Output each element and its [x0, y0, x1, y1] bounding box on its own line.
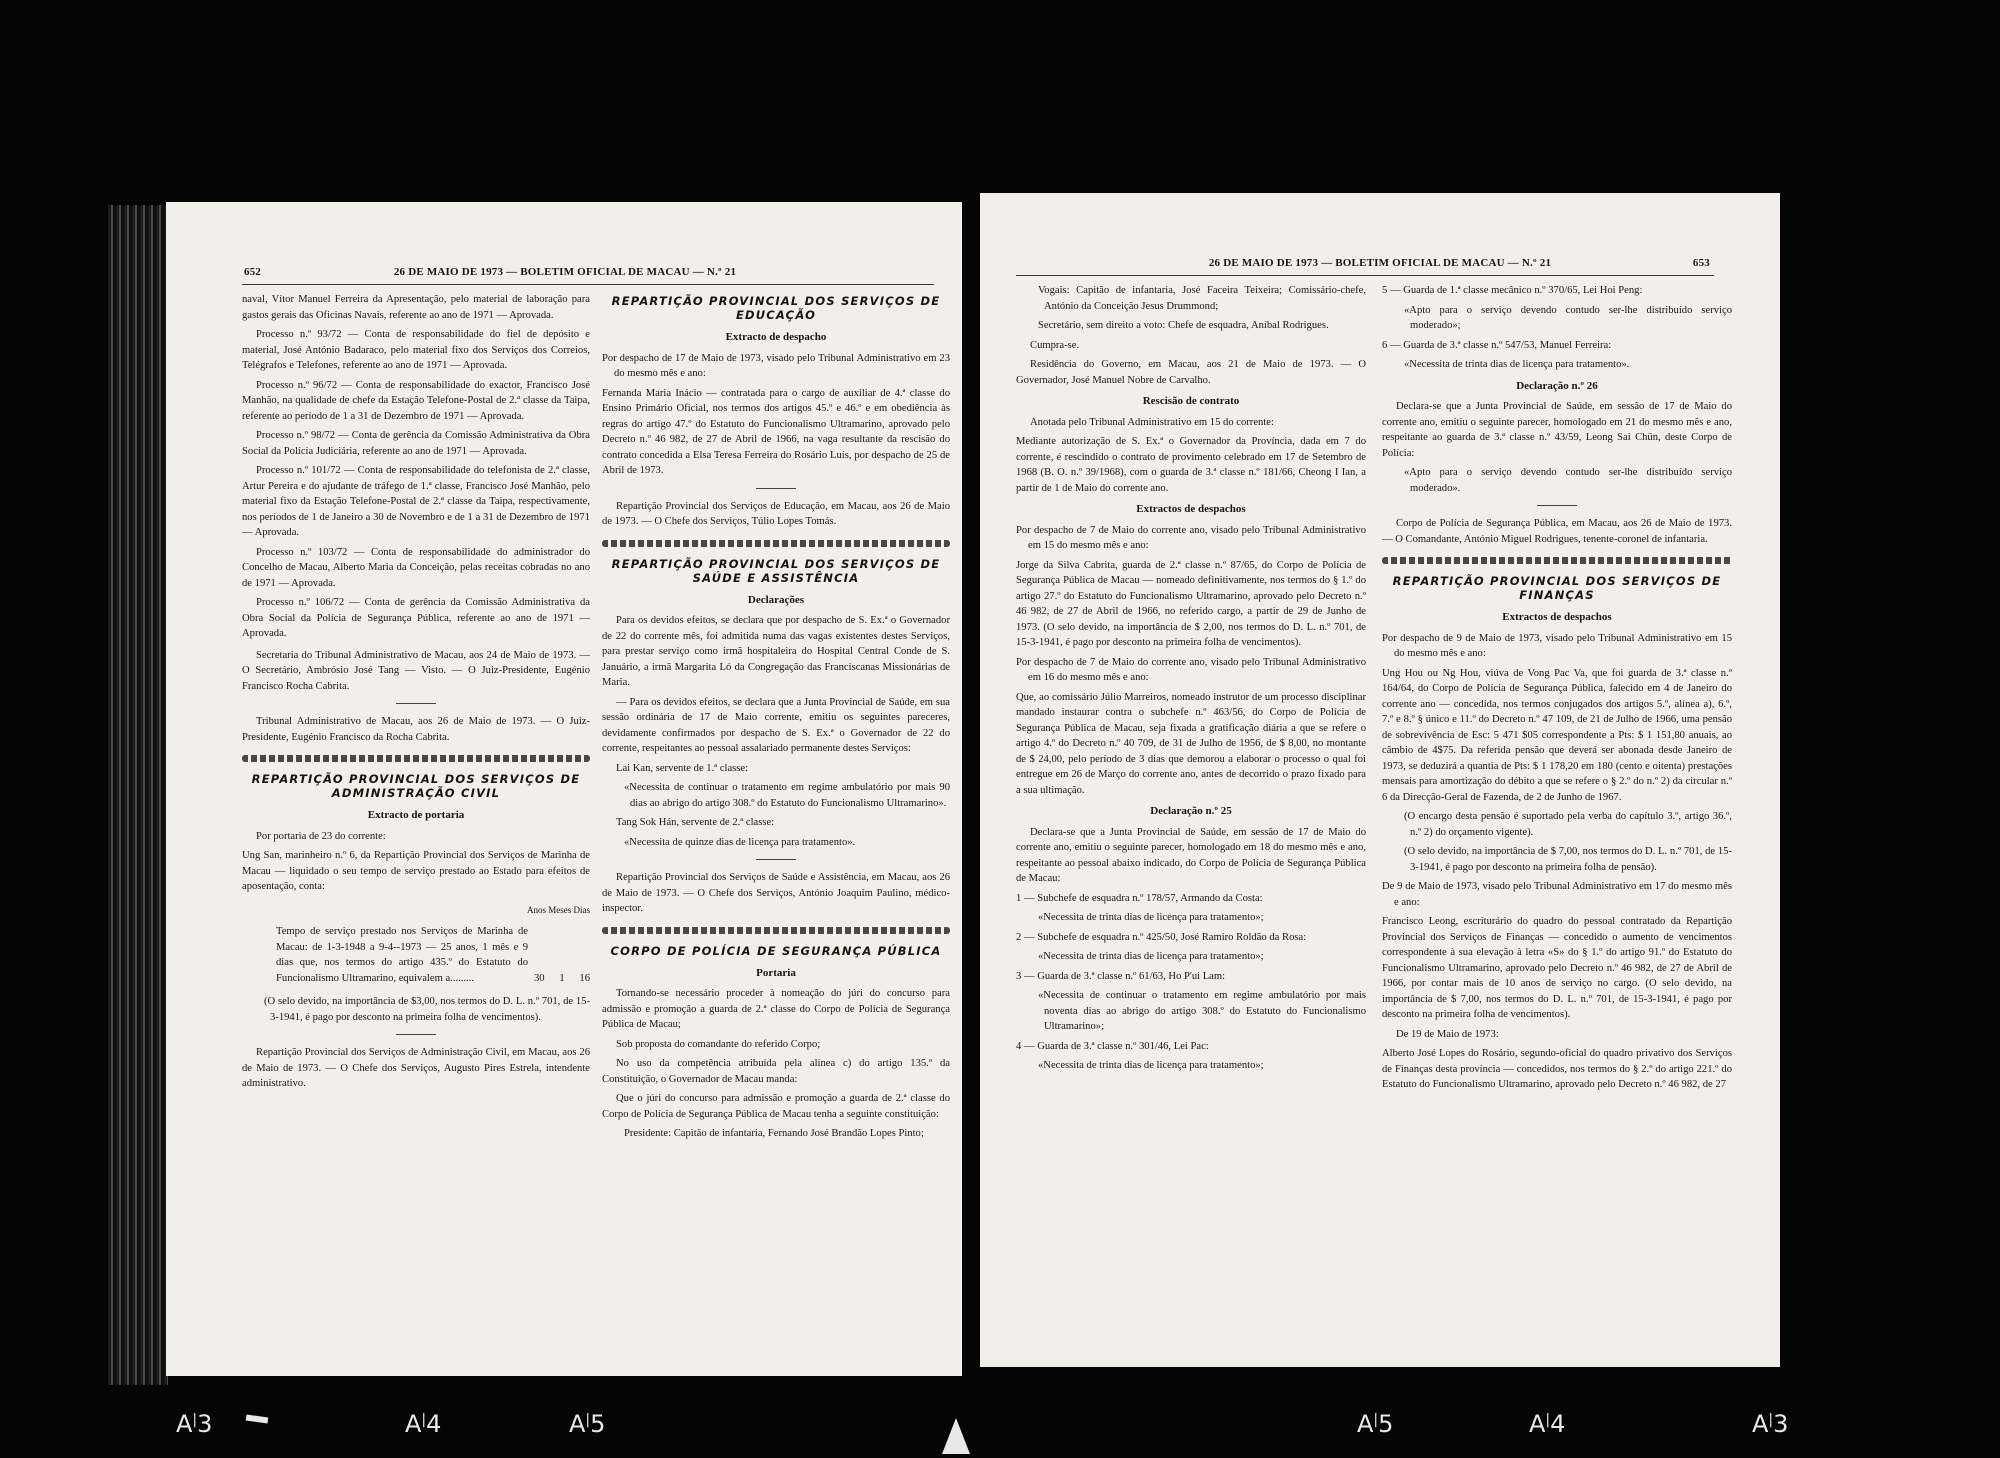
paragraph: Anotada pelo Tribunal Administrativo em 15 do corrente:	[1030, 416, 1274, 428]
paragraph: De 9 de Maio de 1973, visado pelo Tribunal Administrativo em 17 do mesmo mês e ano:	[1382, 881, 1732, 908]
paragraph: No uso da competência atribuída pela alínea c) do artigo 135.º da Constituição, o Governador de Macau manda:	[602, 1058, 950, 1085]
paragraph: Declara-se que a Junta Provincial de Saúde, em sessão de 17 de Maio do corrente ano, emitiu o seguinte parecer, homologado em 21 do mesmo mês e ano, respeitante ao guarda de 3.ª classe n.º 43/59, Leong Sai Chün, deste Corpo de Polícia:	[1382, 401, 1732, 459]
section-divider	[602, 540, 950, 547]
list-item: 5 — Guarda de 1.ª classe mecânico n.º 370/65, Lei Hoi Peng:	[1382, 285, 1643, 296]
paragraph: Processo n.º 93/72 — Conta de responsabilidade do fiel de depósito e material, José António Badaraco, pelo material fixo dos Serviços dos Correios, Telégrafos e Telefones, referente ao ano de 1971 — Aprovada.	[242, 329, 590, 371]
heading: Rescisão de contrato	[1142, 395, 1240, 407]
stamp-duty-note: (O selo devido, na importância de $3,00, nos termos do D. L. n.º 701, de 15-3-1941, é pago por desconto na primeira folha de vencimentos).	[264, 996, 590, 1023]
signature-paragraph: Tribunal Administrativo de Macau, aos 26 de Maio de 1973. — O Juiz-Presidente, Eugénio Francisco da Rocha Cabrita.	[242, 716, 590, 743]
heading: Extractos de despachos	[1136, 503, 1246, 515]
right-column-1	[1016, 283, 1366, 1078]
paragraph: Fernanda Maria Inácio — contratada para o cargo de auxiliar de 4.ª classe do Ensino Primário Oficial, nos termos dos artigos 45.º e 46.º e em obediência às regras do artigo 47.º do Estatuto do Funcionalismo Ultramarino, aprovado pelo Decreto n.º 46 982, de 27 de Abril de 1966, na vaga resultante da rescisão do contrato concedida a Elsa Teresa Ferreira do Rosário Luís, por despacho de 25 de Abril de 1973.	[602, 387, 950, 476]
heading: Declaração n.º 26	[1516, 379, 1598, 392]
short-rule	[756, 488, 796, 489]
jury-secretary: Secretário, sem direito a voto: Chefe de esquadra, Aníbal Rodrigues.	[1038, 320, 1329, 331]
paragraph: Ung Hou ou Ng Hou, viúva de Vong Pac Va, que foi guarda de 3.ª classe n.º 164/64, do Corpo de Polícia de Segurança Pública, falecido em 4 de Janeiro do corrente ano — concedida, nos termos conjugados dos artigos 5.º, alínea a), 6.º, 7.º e 8.º § único e 11.º do Decreto n.º 47 109, de 21 de Julho de 1966, uma pensão de sobrevivência de Esc: 5 471 $05 correspondente a Pts: $ 1 151,80 anuais, ao câmbio de 4$75. Da referida pensão que deverá ser abonada desde Janeiro de 1973, se deduzirá a quantia de Pts: $ 1 178,20 em 180 (cento e oitenta) prestações mensais para amortização do débito a que se refere o § 2.º do n.º 2) da circular n.º 6 da Direcção-Geral de Fazenda, de 2 de Junho de 1967.	[1382, 667, 1732, 803]
section-title: CORPO DE POLÍCIA DE SEGURANÇA PÚBLICA	[610, 943, 942, 958]
paragraph: Processo n.º 98/72 — Conta de gerência da Comissão Administrativa da Obra Social da Polícia Judiciária, referente ao ano de 1971 — Aprovada.	[242, 430, 590, 457]
opinion-quote: «Necessita de continuar o tratamento em regime ambulatório por mais noventa dias ao abrigo do artigo 308.º do Estatuto do Funcionalismo Ultramarino»;	[1038, 990, 1366, 1032]
paragraph: Para os devidos efeitos, se declara que por despacho de S. Ex.ª o Governador de 22 do corrente mês, foi admitida numa das vagas existentes destes Serviços, para prestar serviço como irmã hospitaleira do Hospital Central Conde de S. Januário, a irmã Margarita Ló da Congregação das Franciscanas Missionárias de Maria.	[602, 615, 950, 688]
frame-marker: A|5	[1357, 1410, 1394, 1438]
list-item: 6 — Guarda de 3.ª classe n.º 547/53, Manuel Ferreira:	[1382, 339, 1612, 351]
paragraph: Processo n.º 101/72 — Conta de responsabilidade do telefonista de 2.ª classe, Artur Pereira e do ajudante de tráfego de 1.ª classe, Francisco José Manhão, pelo material fixo da Estação Telefone-Postal de 2.ª classe da Taipa, respectivamente, nos períodos de 1 de Janeiro a 30 de Novembro e de 1 a 31 de Dezembro de 1971 — Aprovada.	[242, 465, 590, 538]
service-totals	[528, 924, 590, 986]
service-table-row	[276, 924, 590, 986]
paragraph: Tang Sok Hán, servente de 2.ª classe:	[616, 817, 775, 828]
jury-members: Vogais: Capitão de infantaria, José Faceira Teixeira; Comissário-chefe, António da Conceição Jesus Drummond;	[1038, 285, 1366, 312]
service-years: 30	[534, 972, 545, 984]
opinion-quote: «Necessita de trinta dias de licença para tratamento»;	[1038, 951, 1264, 962]
left-page	[166, 202, 964, 1376]
frame-marker: A|4	[1529, 1410, 1566, 1438]
paragraph: Francisco Leong, escriturário do quadro do pessoal contratado da Repartição Provincial dos Serviços de Finanças — concedido o aumento de vencimentos correspondente à sua elevação à letra «S» do § 1.º do artigo 91.º do Estatuto do Funcionalismo Ultramarino, aprovado pelo Decreto n.º 46 982, de 27 de Abril de 1966, por contar mais de 10 anos de serviço no cargo. (O selo devido, na importância de $ 7,00, nos termos do D. L. n.º 701, de 15-3-1941, é pago por desconto na primeira folha de vencimentos).	[1382, 916, 1732, 1020]
running-head-text: 26 DE MAIO DE 1973 — BOLETIM OFICIAL DE MACAU — N.º 21	[1208, 257, 1552, 269]
page-gutter	[962, 190, 982, 1380]
paragraph: Processo n.º 106/72 — Conta de gerência da Comissão Administrativa da Obra Social da Polícia de Segurança Pública, referente ao ano de 1971 — Aprovada.	[242, 597, 590, 639]
paragraph: Processo n.º 96/72 — Conta de responsabilidade do exactor, Francisco José Manhão, na qualidade de chefe da Estação Telefone-Postal de 2.ª classe da Taipa, referente ao período de 1 a 31 de Dezembro de 1971 — Aprovada.	[242, 379, 590, 422]
paragraph: Declara-se que a Junta Provincial de Saúde, em sessão de 17 de Maio do corrente ano, emitiu o seguinte parecer, homologado em 18 do mesmo mês e ano, respeitante ao pessoal abaixo indicado, do Corpo de Polícia de Segurança Pública de Macau:	[1016, 826, 1366, 884]
paragraph: Ung San, marinheiro n.º 6, da Repartição Provincial dos Serviços de Marinha de Macau — liquidado o seu tempo de serviço prestado ao Estado para efeitos de aposentação, conta:	[242, 850, 590, 892]
section-title: REPARTIÇÃO PROVINCIAL DOS SERVIÇOS DE SAÚDE E ASSISTÊNCIA	[611, 556, 941, 585]
paragraph: Que, ao comissário Júlio Marreiros, nomeado instrutor de um processo disciplinar mandado instaurar contra o subchefe n.º 463/56, do Corpo de Polícia de Segurança Pública de Macau, seja fixada a gratificação diária a que se refere o artigo 4.º do Decreto n.º 40 709, de 31 de Julho de 1956, de $ 8,00, no montante de $ 24,00, pelo período de 3 dias que demorou a elaborar o processo o qual foi entregue em 26 de Março do corrente ano, antes de decorrido o prazo fixado para a sua ultimação.	[1016, 691, 1366, 796]
right-column-2	[1382, 283, 1732, 1097]
paragraph: Processo n.º 103/72 — Conta de responsabilidade do administrador do Concelho de Macau, Alberto Maria da Conceição, pelas receitas cobradas no ano de 1971 — Aprovada.	[242, 546, 590, 589]
right-page	[980, 193, 1780, 1367]
heading: Declarações	[747, 593, 805, 606]
signature-paragraph: Repartição Provincial dos Serviços de Saúde e Assistência, em Macau, aos 26 de Maio de 1973. — O Chefe dos Serviços, António Joaquim Paulino, médico-inspector.	[602, 872, 950, 914]
left-column-2	[602, 292, 950, 1146]
charge-note: (O encargo desta pensão é suportado pela verba do capítulo 3.º, artigo 36.º, n.º 2) do orçamento vigente).	[1404, 811, 1732, 838]
signature-paragraph: Residência do Governo, em Macau, aos 21 de Maio de 1973. — O Governador, José Manuel Nobre de Carvalho.	[1016, 359, 1366, 386]
list-item: 4 — Guarda de 3.ª classe n.º 301/46, Lei Pac:	[1016, 1040, 1209, 1052]
frame-marker: A|3	[176, 1410, 213, 1438]
service-text: Tempo de serviço prestado nos Serviços de Marinha de Macau: de 1-3-1948 a 9-4--1973 — 25 anos, 1 mês e 9 dias que, nos termos do artigo 435.º do Estatuto do Funcionalismo Ultramarino, equivalem a.........	[276, 926, 528, 984]
list-item: 3 — Guarda de 3.ª classe n.º 61/63, Ho P'ui Lam:	[1016, 970, 1226, 982]
service-days: 16	[579, 972, 590, 984]
running-head	[166, 266, 964, 284]
short-rule	[396, 703, 436, 704]
paragraph: De 19 de Maio de 1973:	[1396, 1028, 1499, 1040]
paragraph: naval, Vítor Manuel Ferreira da Apresentação, pelo material de laboração para gastos gerais das Oficinas Navais, referente ao ano de 1971 — Aprovada.	[242, 294, 590, 321]
paragraph: Jorge da Silva Cabrita, guarda de 2.ª classe n.º 87/65, do Corpo de Polícia de Segurança Pública de Macau — nomeado definitivamente, nos termos do § 1.º do artigo 27.º do Estatuto do Funcionalismo Ultramarino, aprovado pelo Decreto n.º 46 982, de 27 de Abril de 1966, no referido cargo, a partir de 29 de Junho de 1973. (O selo devido, na importância de $ 2,00, nos termos do D. L. n.º 701, de 15-3-1941, é pago por desconto na primeira folha de vencimentos).	[1016, 559, 1366, 648]
film-frame-markers	[0, 1410, 2000, 1458]
opinion-quote: «Necessita de trinta dias de licença para tratamento»;	[1038, 912, 1264, 923]
opinion-quote: «Apto para o serviço devendo contudo ser-lhe distribuído serviço moderado»;	[1404, 304, 1732, 331]
section-divider	[1382, 557, 1732, 564]
heading: Declaração n.º 25	[1150, 805, 1232, 817]
paragraph: Que o júri do concurso para admissão e promoção a guarda de 2.ª classe do Corpo de Polícia de Segurança Pública de Macau tenha a seguinte constituição:	[602, 1093, 950, 1120]
frame-notch	[942, 1418, 970, 1454]
heading: Extracto de despacho	[725, 331, 827, 343]
list-item: 2 — Subchefe de esquadra n.º 425/50, José Ramiro Roldão da Rosa:	[1016, 931, 1307, 943]
paragraph: Cumpra-se.	[1030, 339, 1080, 351]
opinion-quote: «Apto para o serviço devendo contudo ser-lhe distribuído serviço moderado».	[1404, 467, 1732, 494]
heading: Portaria	[756, 966, 796, 979]
short-rule	[756, 859, 796, 860]
heading: Extracto de portaria	[367, 809, 465, 821]
frame-marker: A|5	[569, 1410, 606, 1438]
paragraph: Por despacho de 7 de Maio do corrente ano, visado pelo Tribunal Administrativo em 16 do mesmo mês e ano:	[1016, 656, 1366, 683]
jury-member: Presidente: Capitão de infantaria, Fernando José Brandão Lopes Pinto;	[624, 1128, 924, 1139]
section-title: REPARTIÇÃO PROVINCIAL DOS SERVIÇOS DE ADMINISTRAÇÃO CIVIL	[251, 772, 581, 800]
running-head-text: 26 DE MAIO DE 1973 — BOLETIM OFICIAL DE MACAU — N.º 21	[393, 266, 737, 278]
paragraph: Por despacho de 9 de Maio de 1973, visado pelo Tribunal Administrativo em 15 do mesmo mês e ano:	[1382, 632, 1732, 659]
service-months: 1	[559, 972, 565, 984]
frame-tick	[246, 1414, 269, 1423]
opinion-quote: «Necessita de trinta dias de licença para tratamento»;	[1038, 1060, 1264, 1071]
paragraph: Mediante autorização de S. Ex.ª o Governador da Província, dada em 7 do corrente, é rescindido o contrato de provimento celebrado em 17 de Setembro de 1968 (B. O. n.º 39/1968), com o guarda de 3.ª classe n.º 181/66, Cheong I Ian, a partir de 1 de Maio do corrente ano.	[1016, 436, 1366, 494]
opinion-quote: «Necessita de continuar o tratamento em regime ambulatório por mais 90 dias ao abrigo do artigo 308.º do Estatuto do Funcionalismo Ultramarino».	[624, 782, 950, 809]
paragraph: Alberto José Lopes do Rosário, segundo-oficial do quadro privativo dos Serviços de Finanças desta província — concedidos, nos termos do § 2.º do artigo 221.º do Estatuto do Funcionalismo Ultramarino, aprovado pelo Decreto n.º 46 982, de 27	[1382, 1048, 1732, 1090]
left-column-1	[242, 292, 590, 1096]
paragraph: Por despacho de 17 de Maio de 1973, visado pelo Tribunal Administrativo em 23 do mesmo mês e ano:	[602, 352, 950, 379]
stamp-duty-note: (O selo devido, na importância de $ 7,00, nos termos do D. L. n.º 701, de 15-3-1941, é pago por desconto na primeira folha de pensão).	[1404, 846, 1732, 873]
header-rule	[1016, 275, 1714, 276]
section-divider	[242, 755, 590, 762]
paragraph: Por despacho de 7 de Maio do corrente ano, visado pelo Tribunal Administrativo em 15 do mesmo mês e ano:	[1016, 524, 1366, 551]
header-rule	[242, 284, 934, 285]
paragraph: — Para os devidos efeitos, se declara que a Junta Provincial de Saúde, em sua sessão ordinária de 17 de Maio corrente, emitiu os seguintes pareceres, devidamente confirmados por despacho de S. Ex.ª o Governador de 22 do corrente, respeitantes ao pessoal assalariado permanente destes Serviços:	[602, 696, 950, 754]
book-page-edges	[108, 205, 168, 1385]
paragraph: Sob proposta do comandante do referido Corpo;	[616, 1038, 821, 1050]
paragraph: Por portaria de 23 do corrente:	[256, 830, 386, 842]
signature-paragraph: Repartição Provincial dos Serviços de Administração Civil, em Macau, aos 26 de Maio de 1973. — O Chefe dos Serviços, Augusto Pires Estrela, intendente administrativo.	[242, 1047, 590, 1089]
signature-paragraph: Corpo de Polícia de Segurança Pública, em Macau, aos 26 de Maio de 1973. — O Comandante, António Miguel Rodrigues, tenente-coronel de infantaria.	[1382, 518, 1732, 545]
section-title: REPARTIÇÃO PROVINCIAL DOS SERVIÇOS DE FINANÇAS	[1392, 574, 1722, 602]
opinion-quote: «Necessita de quinze dias de licença para tratamento».	[624, 836, 856, 848]
signature-paragraph: Secretaria do Tribunal Administrativo de Macau, aos 24 de Maio de 1973. — O Secretário, Ambrósio José Tang — Visto. — O Juiz-Presidente, Eugénio Francisco Rocha Cabrita.	[242, 649, 590, 692]
section-divider	[602, 927, 950, 934]
list-item: 1 — Subchefe de esquadra n.º 178/57, Armando da Costa:	[1016, 892, 1263, 904]
service-table-header: Anos Meses Dias	[527, 904, 590, 915]
signature-paragraph: Repartição Provincial dos Serviços de Educação, em Macau, aos 26 de Maio de 1973. — O Chefe dos Serviços, Túlio Lopes Tomás.	[602, 500, 950, 527]
short-rule	[396, 1034, 436, 1035]
short-rule	[1537, 505, 1577, 506]
paragraph: Lai Kan, servente de 1.ª classe:	[616, 762, 749, 774]
heading: Extractos de despachos	[1502, 611, 1612, 623]
page-number: 652	[244, 266, 262, 278]
running-head	[980, 257, 1780, 275]
paragraph: Tornando-se necessário proceder à nomeação do júri do concurso para admissão e promoção a guarda de 2.ª classe do Corpo de Polícia de Segurança Pública de Macau;	[602, 988, 950, 1030]
frame-marker: A|3	[1752, 1410, 1789, 1438]
page-number: 653	[1692, 257, 1710, 269]
section-title: REPARTIÇÃO PROVINCIAL DOS SERVIÇOS DE EDUCAÇÃO	[611, 294, 941, 322]
frame-marker: A|4	[405, 1410, 442, 1438]
opinion-quote: «Necessita de trinta dias de licença para tratamento».	[1404, 359, 1630, 370]
